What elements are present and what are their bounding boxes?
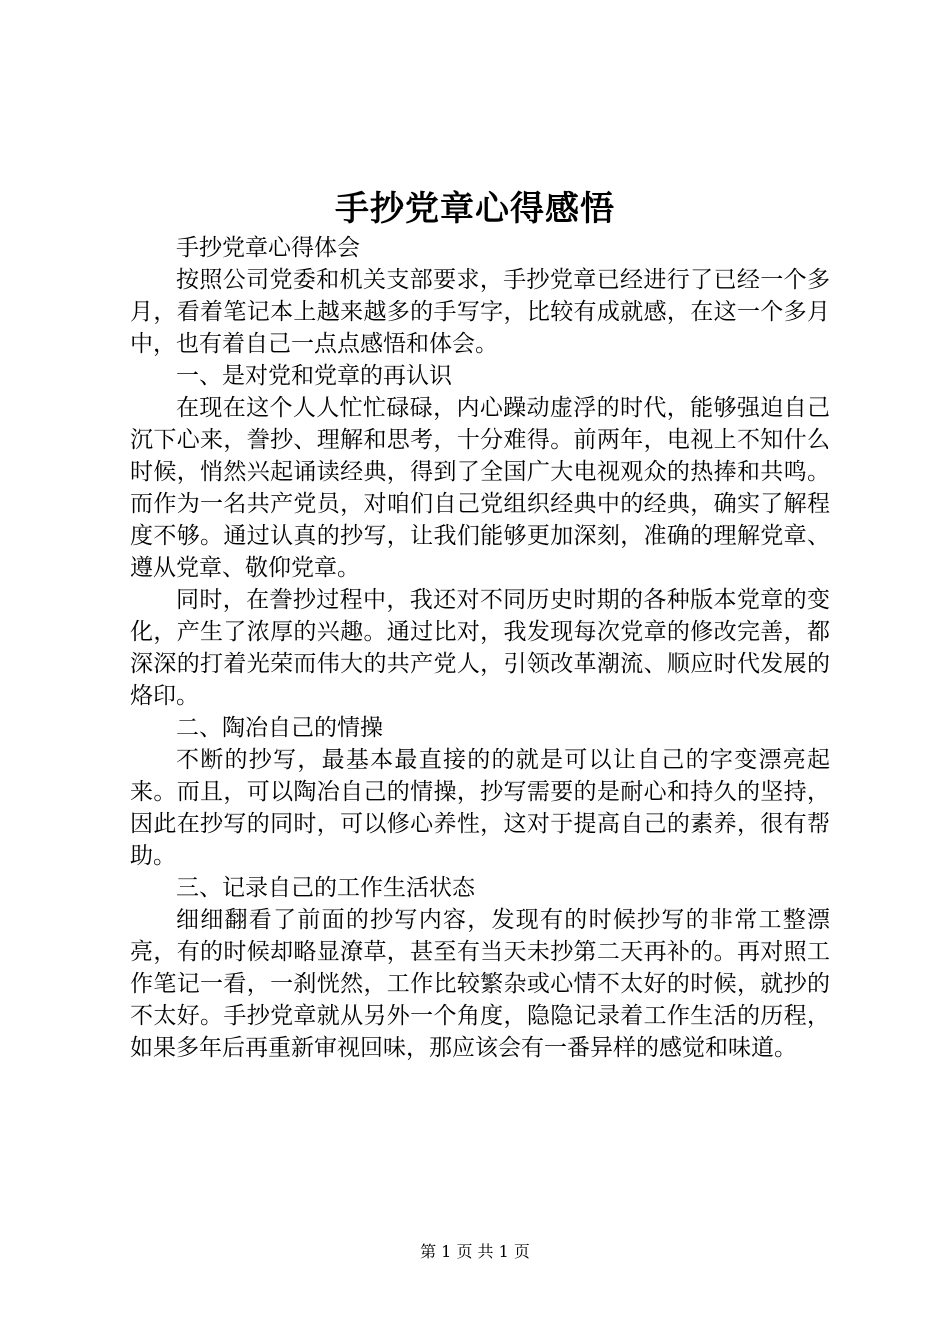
page-footer: 第 1 页 共 1 页 — [420, 1242, 530, 1261]
paragraph-section-1a: 在现在这个人人忙忙碌碌，内心躁动虚浮的时代，能够强迫自己沉下心来，誊抄、理解和思考，十分难得。前两年，电视上不知什么时候，悄然兴起诵读经典，得到了全国广大电视观众的热捧和共鸣。而作为一名共产党员，对咱们自己党组织经典中的经典，确实了解程度不够。通过认真的抄写，让我们能够更加深刻，准确的理解党章、遵从党章、敬仰党章。 — [130, 395, 830, 581]
paragraph-section-2: 不断的抄写，最基本最直接的的就是可以让自己的字变漂亮起来。而且，可以陶冶自己的情操，抄写需要的是耐心和持久的坚持，因此在抄写的同时，可以修心养性，这对于提高自己的素养，很有帮助。 — [130, 747, 830, 869]
paragraph-section-3: 细细翻看了前面的抄写内容，发现有的时候抄写的非常工整漂亮，有的时候却略显潦草，甚至有当天未抄第二天再补的。再对照工作笔记一看，一刹恍然，工作比较繁杂或心情不太好的时候，就抄的不太好。手抄党章就从另外一个角度，隐隐记录着工作生活的历程，如果多年后再重新审视回味，那应该会有一番异样的感觉和味道。 — [130, 907, 830, 1061]
document-body — [130, 232, 830, 1064]
section-heading-3: 三、记录自己的工作生活状态 — [176, 875, 475, 901]
paragraph-subtitle: 手抄党章心得体会 — [176, 235, 360, 261]
section-heading-1: 一、是对党和党章的再认识 — [176, 363, 452, 389]
section-heading-2: 二、陶冶自己的情操 — [176, 715, 383, 741]
paragraph-section-1b: 同时，在誊抄过程中，我还对不同历史时期的各种版本党章的变化，产生了浓厚的兴趣。通过比对，我发现每次党章的修改完善，都深深的打着光荣而伟大的共产党人，引领改革潮流、顺应时代发展的烙印。 — [130, 587, 830, 709]
document-title: 手抄党章心得感悟 — [335, 189, 615, 229]
paragraph-intro: 按照公司党委和机关支部要求，手抄党章已经进行了已经一个多月，看着笔记本上越来越多的手写字，比较有成就感，在这一个多月中，也有着自己一点点感悟和体会。 — [130, 267, 830, 357]
